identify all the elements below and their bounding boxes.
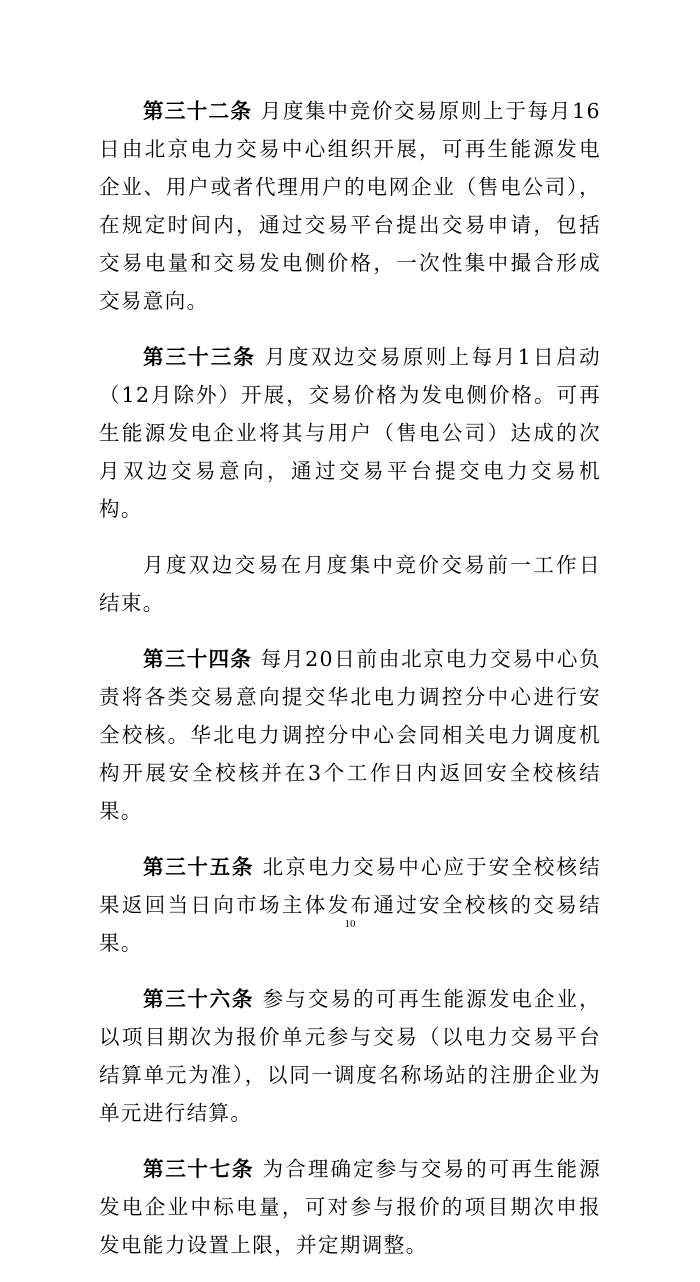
article-37 [99, 1150, 601, 1264]
article-33-continuation [99, 546, 601, 622]
article-text: 为合理确定参与交易的可再生能源发电企业中标电量，可对参与报价的项目期次申报发电能力设置上限，并定期调整。 [99, 1157, 602, 1257]
article-text: 参与交易的可再生能源发电企业，以项目期次为报价单元参与交易（以电力交易平台结算单元为准），以同一调度名称场站的注册企业为单元进行结算。 [99, 987, 602, 1125]
article-title: 第三十四条 [143, 647, 253, 671]
page-number: 10 [344, 918, 356, 930]
article-text: 月度双边交易在月度集中竞价交易前一工作日结束。 [99, 553, 601, 615]
article-text: 月度集中竞价交易原则上于每月16日由北京电力交易中心组织开展，可再生能源发电企业、用户或者代理用户的电网企业（售电公司），在规定时间内，通过交易平台提出交易申请，包括交易电量和交易发电侧价格，一次性集中撮合形成交易意向。 [99, 99, 602, 313]
article-text: 每月20日前由北京电力交易中心负责将各类交易意向提交华北电力调控分中心进行安全校核。华北电力调控分中心会同相关电力调度机构开展安全校核并在3个工作日内返回安全校核结果。 [99, 647, 602, 823]
article-32 [99, 92, 601, 320]
article-title: 第三十五条 [143, 855, 255, 879]
article-35 [99, 848, 601, 962]
article-33 [99, 338, 601, 528]
article-title: 第三十六条 [143, 987, 255, 1011]
article-34 [99, 640, 601, 830]
article-title: 第三十三条 [143, 345, 256, 369]
document-body [99, 92, 601, 1282]
article-text: 月度双边交易原则上每月1日启动（12月除外）开展，交易价格为发电侧价格。可再生能源发电企业将其与用户（售电公司）达成的次月双边交易意向，通过交易平台提交电力交易机构。 [99, 345, 602, 521]
article-title: 第三十二条 [143, 99, 253, 123]
article-text: 北京电力交易中心应于安全校核结果返回当日向市场主体发布通过安全校核的交易结果。 [99, 855, 602, 955]
article-36 [99, 980, 601, 1132]
article-title: 第三十七条 [143, 1157, 255, 1181]
